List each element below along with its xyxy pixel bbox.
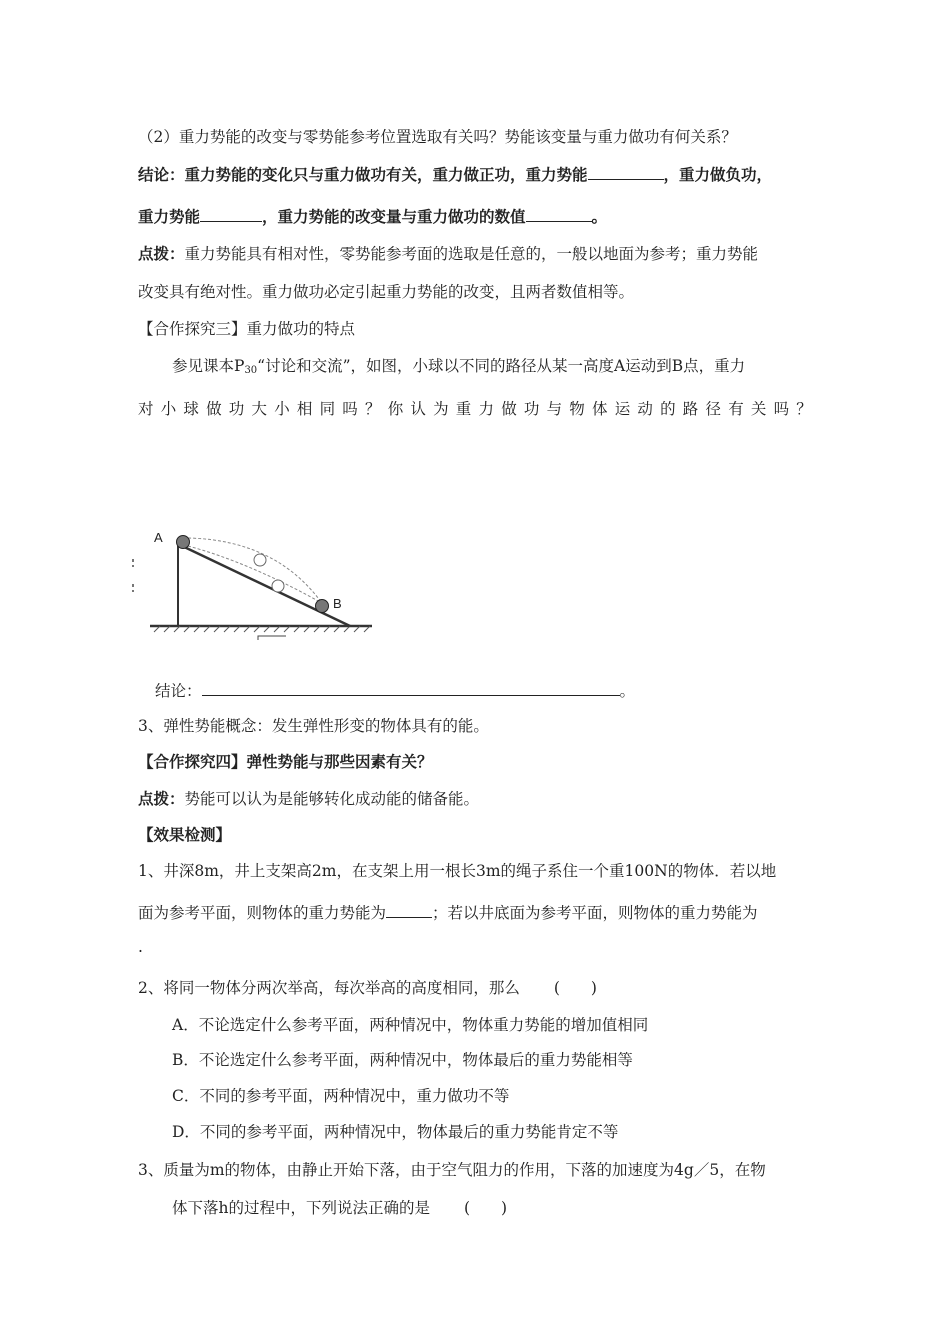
ball-a [177, 536, 190, 549]
q1-text-1: 面为参考平面，则物体的重力势能为 [138, 904, 387, 922]
curved-path-upper [188, 538, 324, 606]
conclusion-line-1 [138, 163, 772, 185]
section-3-title: 【合作探究三】重力做功的特点 [138, 320, 356, 338]
q3-text: 体下落h的过程中，下列说法正确的是 [172, 1199, 430, 1217]
question-2-intro: （2）重力势能的改变与零势能参考位置选取有关吗？势能该变量与重力做功有何关系？ [138, 128, 737, 146]
q3-answer-paren[interactable]: ( ) [463, 1199, 508, 1217]
q3-line-2 [172, 1196, 507, 1218]
q2-answer-paren[interactable]: ( ) [553, 979, 597, 997]
q1-line-1: 1、井深8m，井上支架高2m，在支架上用一根长3m的绳子系住一个重100N的物体．若以地 [138, 862, 777, 880]
q1-text-2: ；若以井底面为参考平面，则物体的重力势能为 [432, 904, 758, 922]
section-4-title-text: 【合作探究四】弹性势能与那些因素有关？ [138, 752, 433, 771]
tip-2-text: 势能可以认为是能够转化成动能的储备能。 [184, 790, 480, 808]
q3-line-1: 3、质量为m的物体，由静止开始下落，由于空气阻力的作用，下落的加速度为4g／5，在物 [138, 1161, 766, 1179]
tip-2-lead: 点拨： [138, 789, 185, 808]
ball-b [316, 600, 329, 613]
q1-line-3: . [138, 938, 143, 956]
section-4-title [138, 750, 433, 772]
section-3-text-1: 参见课本P [172, 357, 245, 375]
point-b-label: B [333, 596, 342, 611]
conclusion-text-3: 重力势能 [138, 207, 201, 226]
conclusion-line-2 [138, 205, 607, 227]
fill-blank[interactable] [526, 207, 592, 222]
q2-stem-text: 2、将同一物体分两次举高，每次举高的高度相同，那么 [138, 979, 520, 997]
conclusion-text-1: 重力势能的变化只与重力做功有关，重力做正功，重力势能 [184, 165, 588, 184]
tip-line-2: 改变具有绝对性。重力做功必定引起重力势能的改变，且两者数值相等。 [138, 283, 635, 301]
small-corner-mark [258, 636, 286, 640]
conclusion-2-end: 。 [619, 682, 636, 700]
item-3-elastic-potential: 3、弹性势能概念：发生弹性形变的物体具有的能。 [138, 717, 489, 735]
q2-option-d: D．不同的参考平面，两种情况中，物体最后的重力势能肯定不等 [172, 1123, 619, 1141]
q2-option-b: B．不论选定什么参考平面，两种情况中，物体最后的重力势能相等 [172, 1051, 633, 1069]
section-3-para-line-2: 对小球做功大小相同吗？你认为重力做功与物体运动的路径有关吗？ [138, 400, 820, 418]
conclusion-text-2: ，重力做负功， [663, 165, 773, 184]
tip-line-1 [138, 242, 758, 264]
section-3-text-2: “讨论和交流”，如图，小球以不同的路径从某一高度A运动到B点，重力 [257, 357, 746, 375]
q2-stem [138, 976, 597, 998]
fill-blank[interactable] [588, 165, 664, 180]
ball-midpoint-lower [272, 580, 284, 592]
q2-option-a: A．不论选定什么参考平面，两种情况中，物体重力势能的增加值相同 [172, 1016, 649, 1034]
conclusion-2-lead: 结论： [155, 682, 202, 700]
section-3-para-line-1 [172, 354, 745, 376]
conclusion-text-5: 。 [591, 207, 608, 226]
q1-line-2 [138, 901, 758, 923]
incline-path-diagram [128, 522, 376, 642]
conclusion-text-4: ，重力势能的改变量与重力做功的数值 [262, 207, 526, 226]
tip-text-1: 重力势能具有相对性，零势能参考面的选取是任意的，一般以地面为参考；重力势能 [184, 245, 759, 263]
fill-blank[interactable] [202, 681, 620, 696]
page-subscript: 30 [244, 365, 258, 376]
ball-midpoint-upper [254, 554, 266, 566]
tip-2 [138, 787, 479, 809]
fill-blank[interactable] [386, 903, 432, 918]
tip-lead: 点拨： [138, 244, 185, 263]
conclusion-lead: 结论： [138, 165, 185, 184]
conclusion-2 [155, 679, 635, 701]
curved-path-lower [188, 546, 320, 602]
effect-title: 【效果检测】 [138, 825, 232, 844]
fill-blank[interactable] [200, 207, 262, 222]
diagram-edge-marks [132, 559, 134, 592]
q2-option-c: C．不同的参考平面，两种情况中，重力做功不等 [172, 1087, 510, 1105]
point-a-label: A [154, 530, 163, 545]
